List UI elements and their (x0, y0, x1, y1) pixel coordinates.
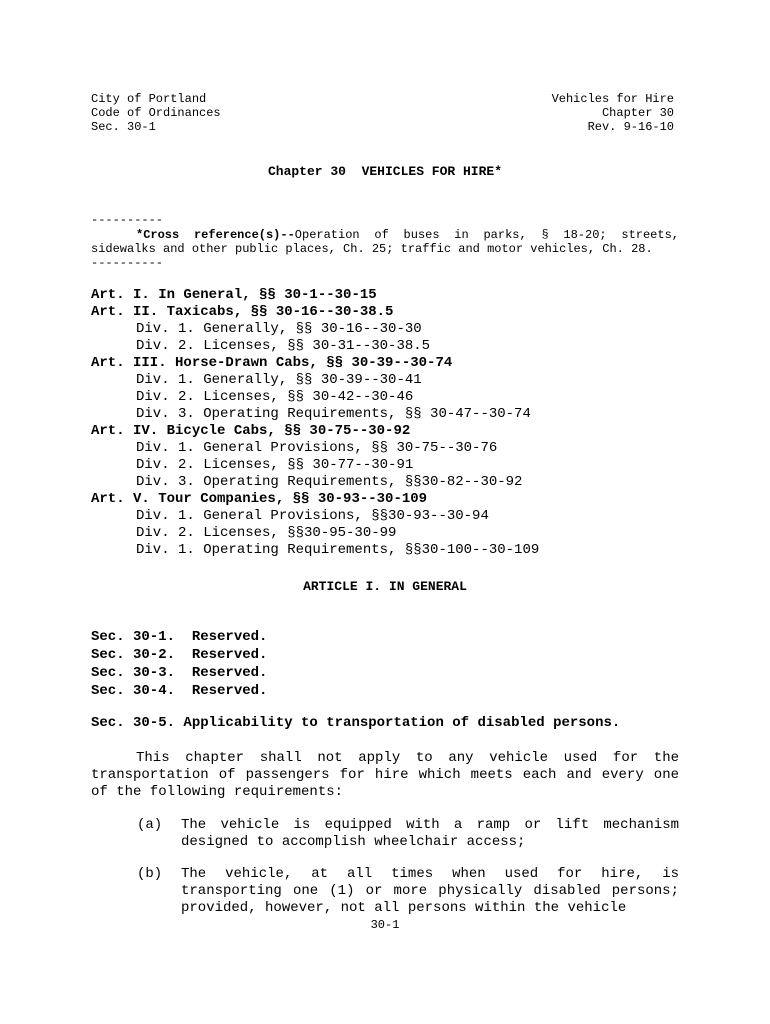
toc-article-entry: Art. IV. Bicycle Cabs, §§ 30-75--30-92 (91, 423, 411, 439)
header-right (552, 92, 674, 134)
divider-rule-bottom: ---------- (91, 256, 164, 270)
list-item-label: (a) (137, 817, 163, 833)
section-5-title: Sec. 30-5. Applicability to transportation of disabled persons. (91, 715, 621, 731)
toc-division-entry: Div. 3. Operating Requirements, §§ 30-47--30-74 (136, 406, 531, 422)
reserved-sections (91, 628, 267, 700)
article-heading: ARTICLE I. IN GENERAL (303, 579, 467, 594)
section-heading: Sec. 30-3. Reserved. (91, 665, 268, 681)
table-of-contents (91, 287, 539, 559)
toc-division-entry: Div. 3. Operating Requirements, §§30-82--30-92 (136, 474, 523, 490)
cross-reference-label: *Cross reference(s)-- (136, 228, 295, 242)
list-item-text: The vehicle is equipped with a ramp or lift mechanism designed to accomplish wheelchair access; (181, 817, 679, 850)
toc-article-entry: Art. I. In General, §§ 30-1--30-15 (91, 287, 377, 303)
toc-division-entry: Div. 2. Licenses, §§ 30-77--30-91 (136, 457, 414, 473)
toc-division-entry: Div. 1. General Provisions, §§ 30-75--30-76 (136, 440, 498, 456)
section-heading: Sec. 30-4. Reserved. (91, 683, 268, 699)
list-item-text: The vehicle, at all times when used for hire, is transporting one (1) or more physically disabled persons; provided, however, not all persons within the vehicle (181, 866, 679, 916)
header-chapter: Chapter 30 (601, 106, 674, 120)
header-city: City of Portland (91, 92, 207, 106)
cross-reference (91, 228, 679, 256)
page-number: 30-1 (370, 918, 400, 932)
section-heading: Sec. 30-2. Reserved. (91, 647, 268, 663)
toc-article-entry: Art. II. Taxicabs, §§ 30-16--30-38.5 (91, 304, 394, 320)
divider-rule-top: ---------- (91, 213, 164, 227)
toc-division-entry: Div. 1. Generally, §§ 30-16--30-30 (136, 321, 422, 337)
section-heading: Sec. 30-1. Reserved. (91, 629, 268, 645)
cross-reference-text: Operation of buses in parks, § 18-20; streets, sidewalks and other public places, Ch. 25; traffic and motor vehicles, Ch. 28. (91, 228, 679, 256)
list-item-label: (b) (137, 866, 163, 882)
header-left (91, 92, 221, 134)
toc-division-entry: Div. 2. Licenses, §§30-95-30-99 (136, 525, 397, 541)
toc-division-entry: Div. 1. General Provisions, §§30-93--30-94 (136, 508, 489, 524)
header-revision: Rev. 9-16-10 (587, 120, 674, 134)
section-5-intro: This chapter shall not apply to any vehicle used for the transportation of passengers for hire which meets each and every one of the following requirements: (91, 750, 679, 800)
toc-article-entry: Art. III. Horse-Drawn Cabs, §§ 30-39--30-74 (91, 355, 453, 371)
toc-article-entry: Art. V. Tour Companies, §§ 30-93--30-109 (91, 491, 428, 507)
list-item (137, 817, 679, 851)
toc-division-entry: Div. 1. Generally, §§ 30-39--30-41 (136, 372, 422, 388)
toc-division-entry: Div. 2. Licenses, §§ 30-31--30-38.5 (136, 338, 431, 354)
header-code: Code of Ordinances (91, 106, 221, 120)
toc-division-entry: Div. 2. Licenses, §§ 30-42--30-46 (136, 389, 414, 405)
chapter-title: Chapter 30 VEHICLES FOR HIRE* (267, 164, 503, 179)
header-topic: Vehicles for Hire (551, 92, 674, 106)
list-item (137, 866, 679, 917)
toc-division-entry: Div. 1. Operating Requirements, §§30-100--30-109 (136, 542, 540, 558)
header-section: Sec. 30-1 (91, 120, 156, 134)
